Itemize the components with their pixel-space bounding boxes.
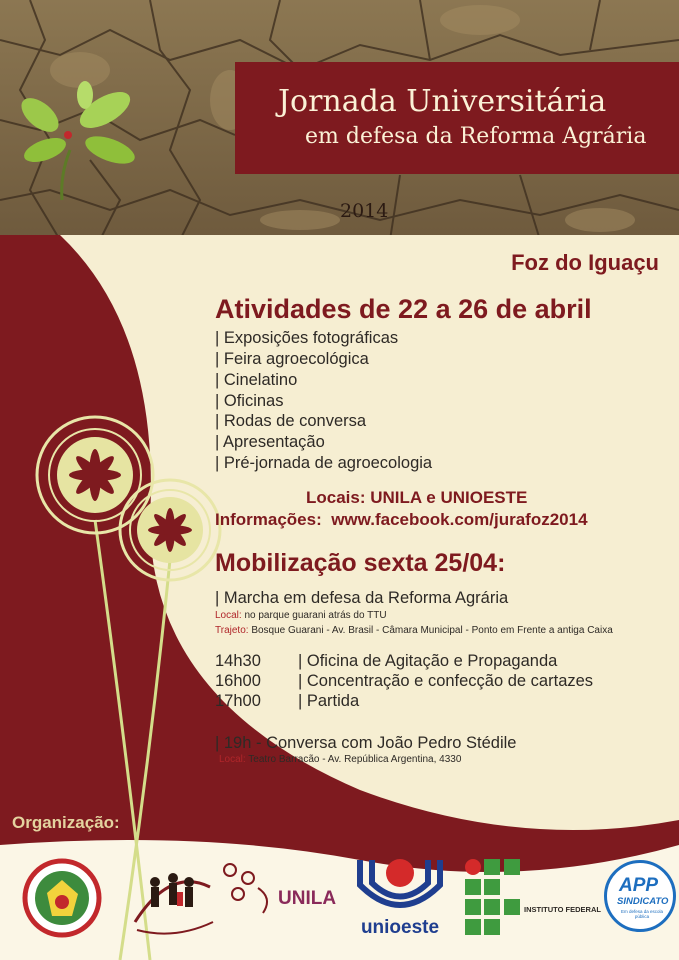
- activity-item: | Oficinas: [215, 392, 284, 410]
- activity-item: | Apresentação: [215, 433, 325, 451]
- activity-item: | Pré-jornada de agroecologia: [215, 454, 433, 472]
- instituto-federal-logo: [464, 858, 604, 938]
- march-trajeto: [215, 625, 613, 636]
- activity-item: | Exposições fotográficas: [215, 329, 399, 347]
- if-mark-icon: [464, 858, 522, 936]
- mst-logo: [22, 858, 102, 938]
- trajeto-value: Bosque Guarani - Av. Brasil - Câmara Municipal - Ponto em Frente a antiga Caixa: [251, 625, 613, 636]
- title-line2: em defesa da Reforma Agrária: [305, 124, 647, 149]
- schedule-time: 17h00: [215, 692, 261, 710]
- march-local: [215, 610, 387, 621]
- talk-local: [219, 754, 461, 765]
- unioeste-logo: [355, 855, 445, 940]
- schedule-desc: | Partida: [298, 692, 360, 710]
- schedule-desc: | Concentração e confecção de cartazes: [298, 672, 594, 690]
- schedule-time: 16h00: [215, 672, 261, 690]
- app-sindicato-logo: [604, 860, 676, 932]
- facebook-link[interactable]: www.facebook.com/jurafoz2014: [331, 510, 588, 529]
- activity-item: | Feira agroecológica: [215, 350, 369, 368]
- activity-item: | Cinelatino: [215, 371, 298, 389]
- local-label: Local:: [215, 610, 242, 621]
- locais-text: Locais: UNILA e UNIOESTE: [306, 488, 528, 507]
- activities-heading: Atividades de 22 a 26 de abril: [215, 294, 592, 324]
- talk-local-label: Local:: [219, 754, 246, 765]
- unila-mark-icon: [218, 858, 278, 918]
- activity-item: | Rodas de conversa: [215, 412, 367, 430]
- talk-local-value: Teatro Barracão - Av. República Argentina, 4330: [248, 754, 462, 765]
- year: 2014: [340, 200, 389, 222]
- unila-logo: [218, 858, 348, 918]
- app-tagline: Em defesa da escola pública: [620, 909, 664, 919]
- mobilizacao-heading: Mobilização sexta 25/04:: [215, 549, 506, 577]
- march-item: | Marcha em defesa da Reforma Agrária: [215, 589, 509, 607]
- via-campesina-logo: [125, 852, 220, 937]
- app-sindicato-text: SINDICATO: [617, 896, 669, 907]
- schedule-time: 14h30: [215, 652, 261, 670]
- schedule-desc: | Oficina de Agitação e Propaganda: [298, 652, 558, 670]
- unioeste-text: unioeste: [360, 917, 440, 938]
- talk-item: | 19h - Conversa com João Pedro Stédile: [215, 734, 517, 752]
- info-label: Informações:: [215, 510, 322, 529]
- unioeste-mark-icon: [355, 855, 445, 917]
- trajeto-label: Trajeto:: [215, 625, 249, 636]
- app-text: APP: [619, 875, 659, 896]
- local-value: no parque guarani atrás do TTU: [244, 610, 387, 621]
- title-line1: Jornada Universitária: [278, 84, 607, 119]
- city-name: Foz do Iguaçu: [511, 250, 659, 275]
- info-line: [215, 510, 588, 530]
- unila-text: UNILA: [278, 888, 337, 909]
- organizacao-label: Organização:: [12, 813, 120, 832]
- if-text: INSTITUTO FEDERAL: [524, 905, 601, 914]
